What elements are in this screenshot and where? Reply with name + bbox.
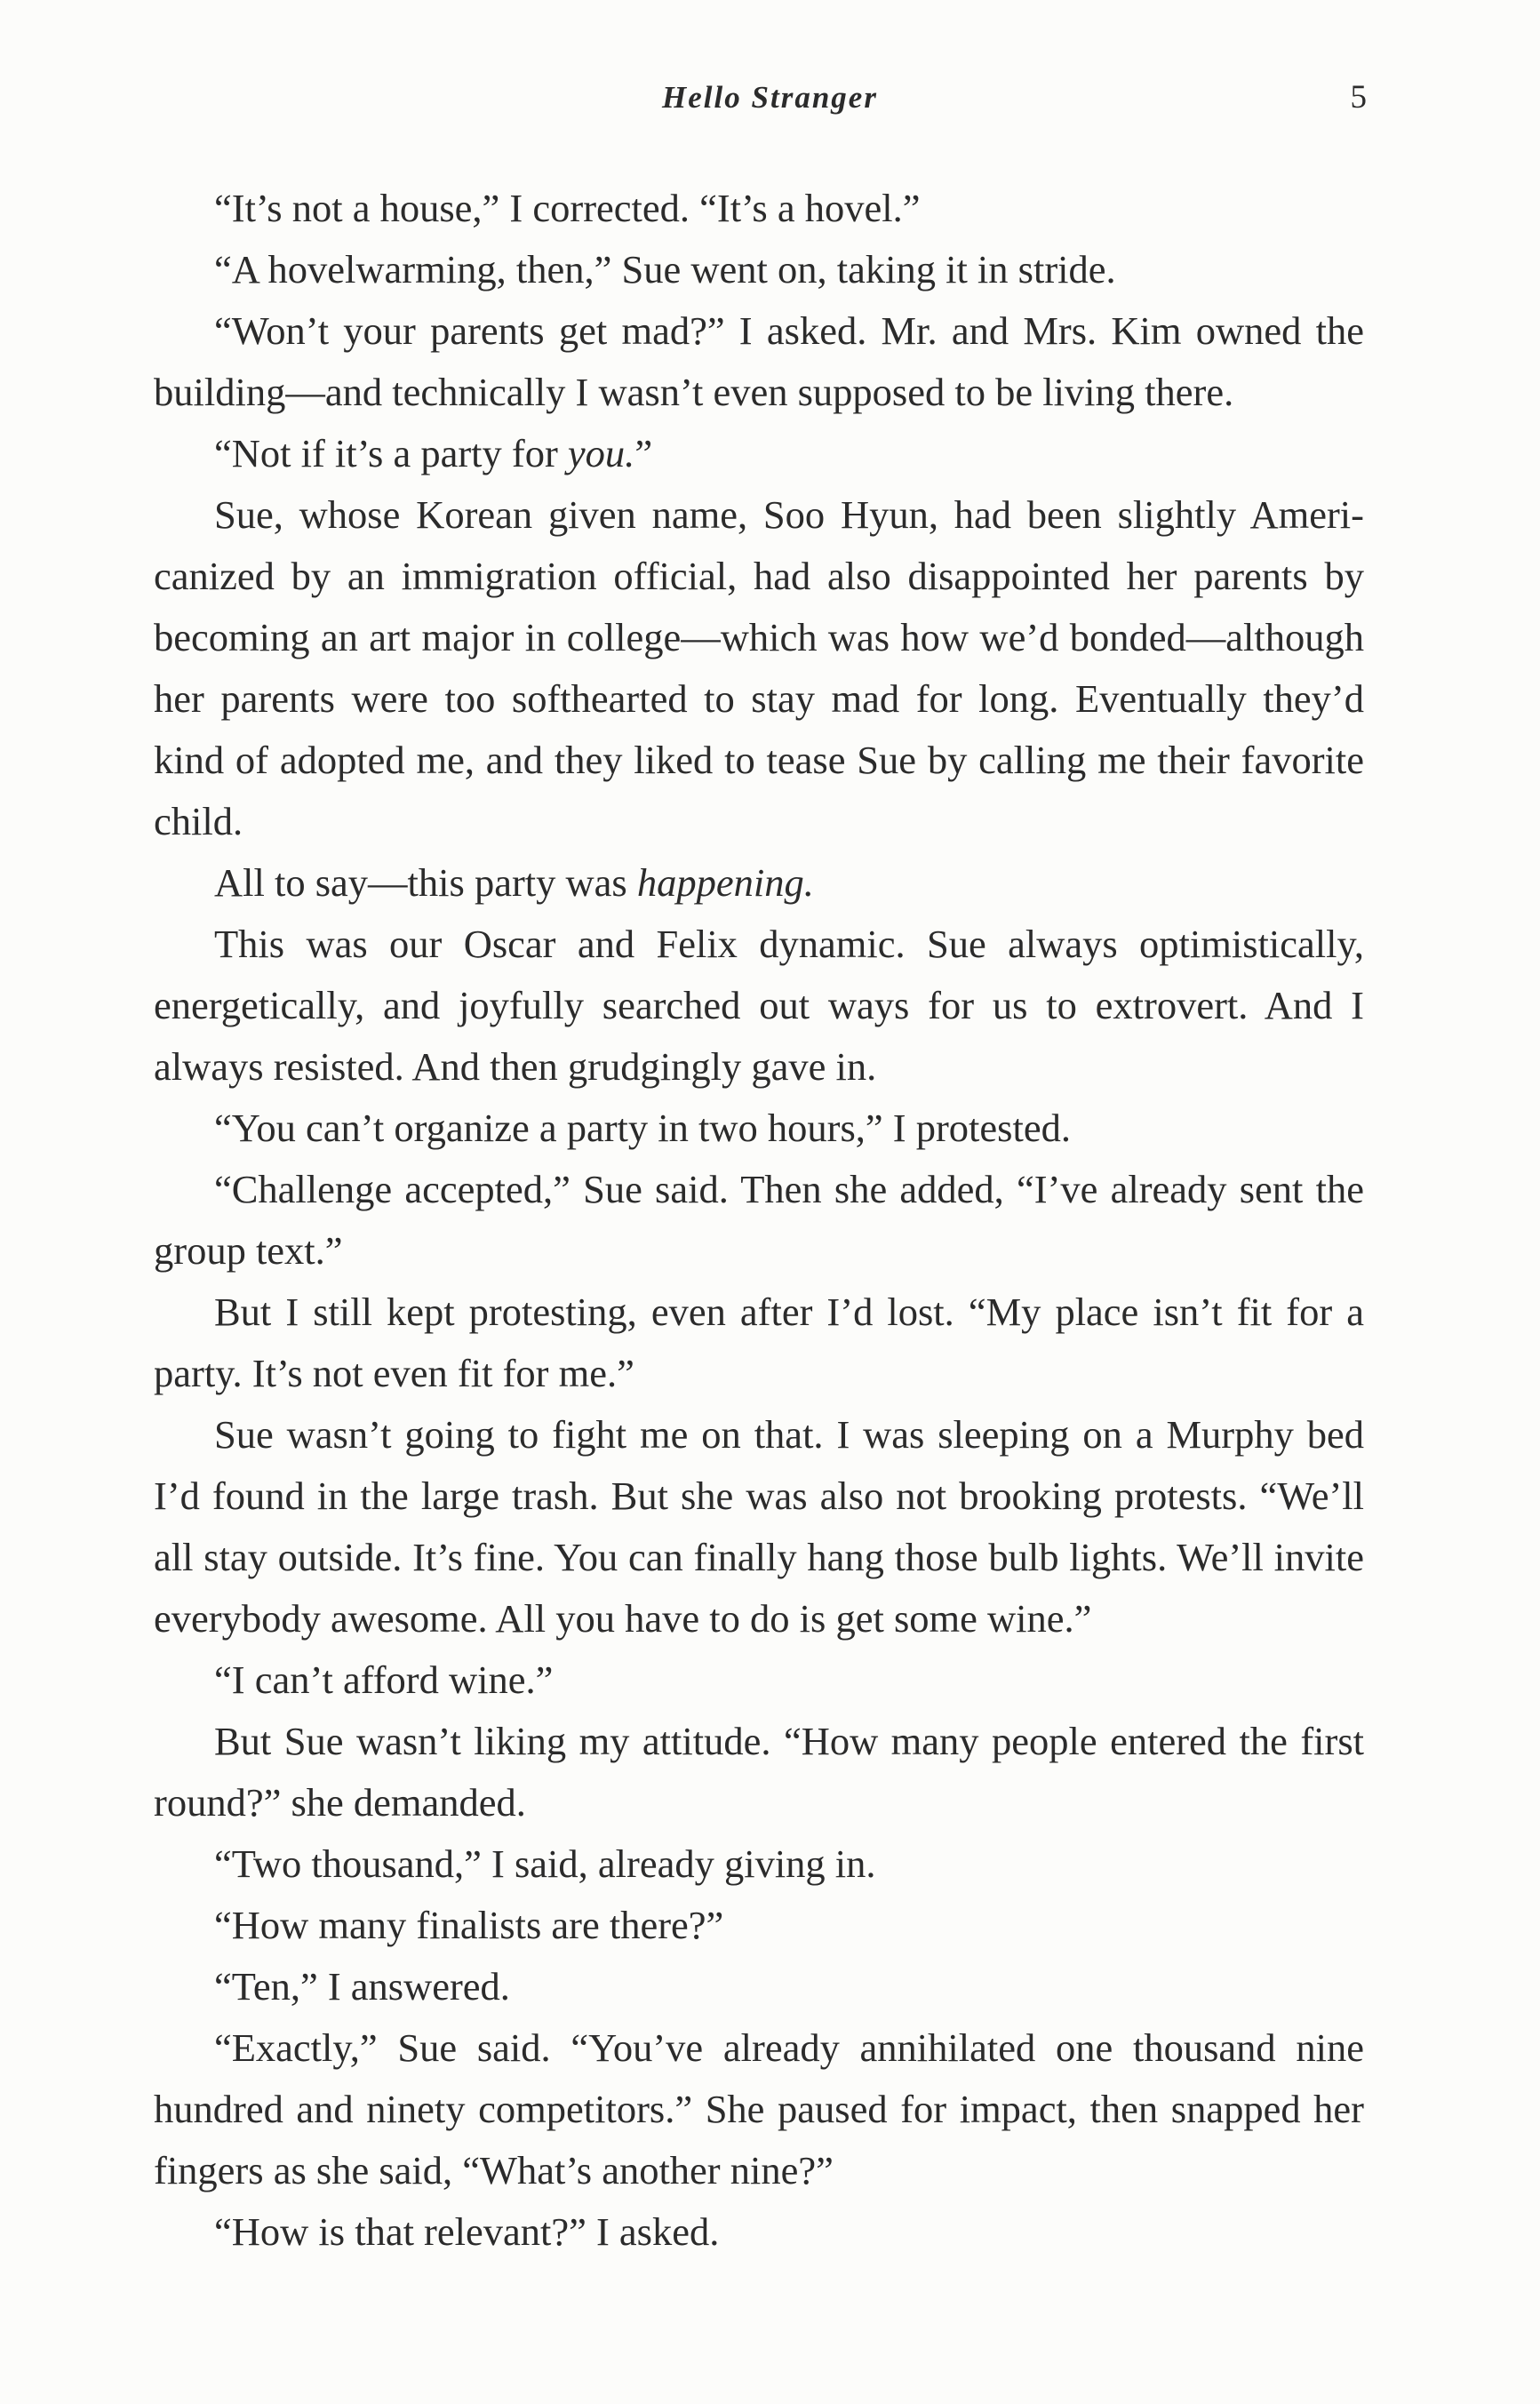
emphasis: happening. xyxy=(636,860,814,905)
text-run: “Not if it’s a party for xyxy=(214,431,568,475)
body-text xyxy=(154,178,1364,2263)
paragraph: “Two thousand,” I said, already giving in. xyxy=(214,1841,876,1886)
paragraph: “I can’t afford wine.” xyxy=(214,1657,554,1702)
text-run: ” xyxy=(634,431,653,475)
page-number: 5 xyxy=(1350,79,1367,116)
paragraph xyxy=(154,852,1364,914)
paragraph: “How is that relevant?” I asked. xyxy=(214,2209,720,2254)
paragraph: Sue, whose Korean given name, Soo Hyun, had been slightly Americanized by an immigration official, had also disappointed her parents by becoming an art major in college—which was how we’d bonded—although her parents were too softhearted to stay mad for long. Eventually they’d kind of adopted me, and they liked to tease Sue by calling me their favorite child. xyxy=(154,492,1364,843)
text-run: All to say—this party was xyxy=(214,860,637,905)
paragraph: But I still kept protesting, even after I’d lost. “My place isn’t fit for a party. It’s not even fit for me.” xyxy=(154,1290,1364,1395)
paragraph: Sue wasn’t going to fight me on that. I was sleeping on a Murphy bed I’d found in the large trash. But she was also not brooking protests. “We’ll all stay outside. It’s fine. You can finally hang those bulb lights. We’ll invite everybody awesome. All you have to do is get some wine.” xyxy=(154,1412,1364,1641)
paragraph xyxy=(154,423,1364,484)
paragraph: “Challenge accepted,” Sue said. Then she added, “I’ve already sent the group text.” xyxy=(154,1167,1364,1273)
paragraph: “You can’t organize a party in two hours,” I protested. xyxy=(214,1106,1071,1150)
emphasis: you. xyxy=(567,431,635,475)
paragraph: “How many finalists are there?” xyxy=(214,1903,724,1947)
paragraph: “A hovelwarming, then,” Sue went on, taking it in stride. xyxy=(214,247,1116,292)
paragraph: “It’s not a house,” I corrected. “It’s a hovel.” xyxy=(214,186,921,230)
running-title: Hello Stranger xyxy=(662,80,878,115)
paragraph: This was our Oscar and Felix dynamic. Sue always optimistically, energetically, and joyfully searched out ways for us to extrovert. And I always resisted. And then grudgingly gave in. xyxy=(154,922,1364,1089)
paragraph: “Won’t your parents get mad?” I asked. Mr. and Mrs. Kim owned the building—and technically I wasn’t even supposed to be living there. xyxy=(154,308,1364,414)
paragraph: “Exactly,” Sue said. “You’ve already annihilated one thousand nine hundred and ninety competitors.” She paused for impact, then snapped her fingers as she said, “What’s another nine?” xyxy=(154,2025,1364,2192)
running-head xyxy=(0,78,1540,117)
paragraph: “Ten,” I answered. xyxy=(214,1964,510,2009)
paragraph: But Sue wasn’t liking my attitude. “How many people entered the first round?” she demanded. xyxy=(154,1719,1364,1825)
